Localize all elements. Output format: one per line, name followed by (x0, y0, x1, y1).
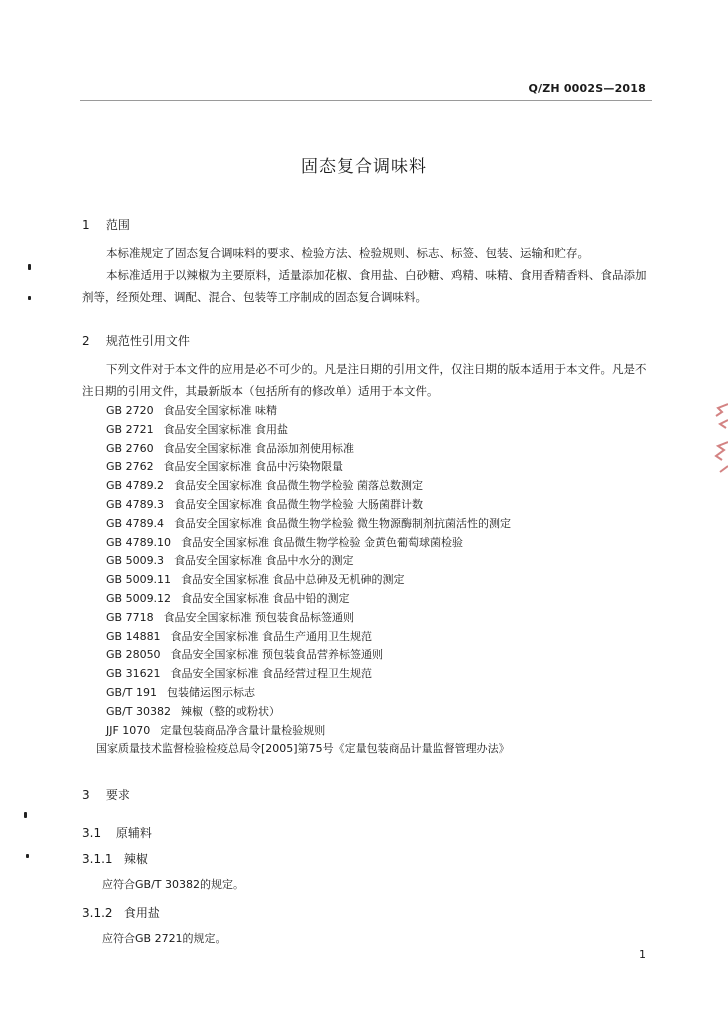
reference-code: GB 14881 (106, 629, 161, 643)
section-title: 规范性引用文件 (105, 334, 190, 348)
reference-name: 辣椒（整的或粉状） (181, 704, 280, 718)
reference-name: 食品安全国家标准 食品添加剂使用标准 (163, 441, 355, 455)
section-3-heading (82, 786, 130, 803)
subsection-number: 3.1.1 (82, 852, 113, 866)
subsection-number: 3.1 (82, 826, 102, 840)
reference-item (106, 703, 511, 722)
reference-name: 食品安全国家标准 食用盐 (163, 422, 289, 436)
reference-name: 定量包装商品净含量计量检验规则 (160, 723, 326, 737)
page-number: 1 (639, 948, 646, 961)
reference-code: GB 2760 (106, 441, 154, 455)
reference-name: 食品安全国家标准 食品微生物学检验 菌落总数测定 (174, 479, 424, 493)
reference-item (106, 628, 511, 647)
reference-code: GB 2720 (106, 404, 154, 417)
reference-item (106, 684, 511, 703)
subsection-text: 应符合GB 2721的规定。 (102, 932, 227, 945)
reference-code: GB 7718 (106, 610, 154, 624)
seal-stamp-fragment (712, 398, 728, 478)
reference-item (106, 477, 511, 496)
reference-name: 食品安全国家标准 食品微生物学检验 金黄色葡萄球菌检验 (181, 535, 464, 549)
reference-name: 食品安全国家标准 预包装食品标签通则 (163, 610, 355, 624)
reference-code: GB/T 191 (106, 685, 157, 699)
section-2-heading (82, 332, 190, 349)
reference-name: 食品安全国家标准 食品中污染物限量 (163, 460, 344, 474)
reference-code: GB 5009.3 (106, 554, 165, 568)
reference-item (106, 440, 511, 459)
subsection-number: 3.1.2 (82, 906, 113, 920)
reference-item (106, 515, 511, 534)
reference-code: GB 4789.4 (106, 516, 165, 530)
subsection-3-1-1-heading (82, 850, 148, 867)
reference-item (106, 496, 511, 515)
margin-mark (28, 296, 31, 300)
subsection-3-1-2-heading (82, 904, 160, 921)
section-title: 范围 (105, 218, 130, 232)
section-number: 3 (82, 788, 90, 802)
scope-paragraph-2: 本标准适用于以辣椒为主要原料，适量添加花椒、食用盐、白砂糖、鸡精、味精、食用香精香料、食品添加剂等，经预处理、调配、混合、包装等工序制成的固态复合调味料。 (82, 268, 647, 304)
document-title: 固态复合调味料 (301, 157, 427, 177)
reference-name: 食品安全国家标准 食品微生物学检验 微生物源酶制剂抗菌活性的测定 (174, 516, 512, 530)
reference-name: 食品安全国家标准 食品生产通用卫生规范 (170, 629, 373, 643)
reference-name: 食品安全国家标准 食品中铅的测定 (181, 591, 350, 605)
subsection-3-1-heading (82, 824, 152, 841)
subsection-title: 辣椒 (123, 852, 148, 866)
section-1-heading (82, 216, 130, 233)
reference-item (106, 571, 511, 590)
reference-code: JJF 1070 (106, 723, 151, 737)
reference-list (96, 402, 512, 759)
standard-code: Q/ZH 0002S—2018 (528, 82, 646, 95)
reference-item (106, 534, 511, 553)
reference-code: GB 2762 (106, 460, 154, 474)
subsection-title: 食用盐 (123, 906, 160, 920)
reference-name: 食品安全国家标准 预包装食品营养标签通则 (170, 648, 384, 662)
margin-mark (24, 812, 27, 818)
reference-name: 食品安全国家标准 食品微生物学检验 大肠菌群计数 (174, 497, 424, 511)
reference-code: GB 28050 (106, 648, 161, 662)
reference-item (106, 458, 511, 477)
reference-item (106, 421, 511, 440)
reference-item (106, 665, 511, 684)
seal-stamp-icon (712, 398, 728, 478)
reference-name: 包装储运图示标志 (167, 685, 255, 699)
reference-code: GB 4789.3 (106, 497, 165, 511)
header-rule (80, 100, 652, 101)
section-number: 1 (82, 218, 90, 232)
reference-code: GB 4789.2 (106, 479, 165, 493)
section-title: 要求 (105, 788, 130, 802)
reference-code: GB/T 30382 (106, 704, 171, 718)
reference-item (106, 722, 511, 741)
scope-paragraph-1: 本标准规定了固态复合调味料的要求、检验方法、检验规则、标志、标签、包装、运输和贮存。 (106, 246, 589, 260)
reference-name: 国家质量技术监督检验检疫总局令[2005]第75号《定量包装商品计量监督管理办法》 (96, 742, 510, 756)
reference-name: 食品安全国家标准 食品中总砷及无机砷的测定 (181, 573, 405, 587)
reference-item (106, 609, 511, 628)
reference-code: GB 2721 (106, 422, 154, 436)
reference-item (106, 590, 511, 609)
margin-mark (26, 854, 29, 858)
reference-name: 食品安全国家标准 食品经营过程卫生规范 (170, 667, 373, 681)
reference-code: GB 5009.12 (106, 591, 172, 605)
reference-item (106, 552, 511, 571)
references-intro: 下列文件对于本文件的应用是必不可少的。凡是注日期的引用文件，仅注日期的版本适用于本文件。凡是不注日期的引用文件，其最新版本（包括所有的修改单）适用于本文件。 (82, 362, 647, 398)
reference-name: 食品安全国家标准 食品中水分的测定 (174, 554, 354, 568)
subsection-title: 原辅料 (115, 826, 152, 840)
reference-name: 食品安全国家标准 味精 (163, 404, 278, 417)
subsection-text: 应符合GB/T 30382的规定。 (102, 878, 244, 891)
reference-item (96, 740, 511, 759)
reference-item (106, 402, 511, 421)
reference-code: GB 31621 (106, 667, 161, 681)
section-number: 2 (82, 334, 90, 348)
margin-mark (28, 264, 31, 270)
reference-item (106, 646, 511, 665)
reference-code: GB 5009.11 (106, 573, 172, 587)
reference-code: GB 4789.10 (106, 535, 172, 549)
